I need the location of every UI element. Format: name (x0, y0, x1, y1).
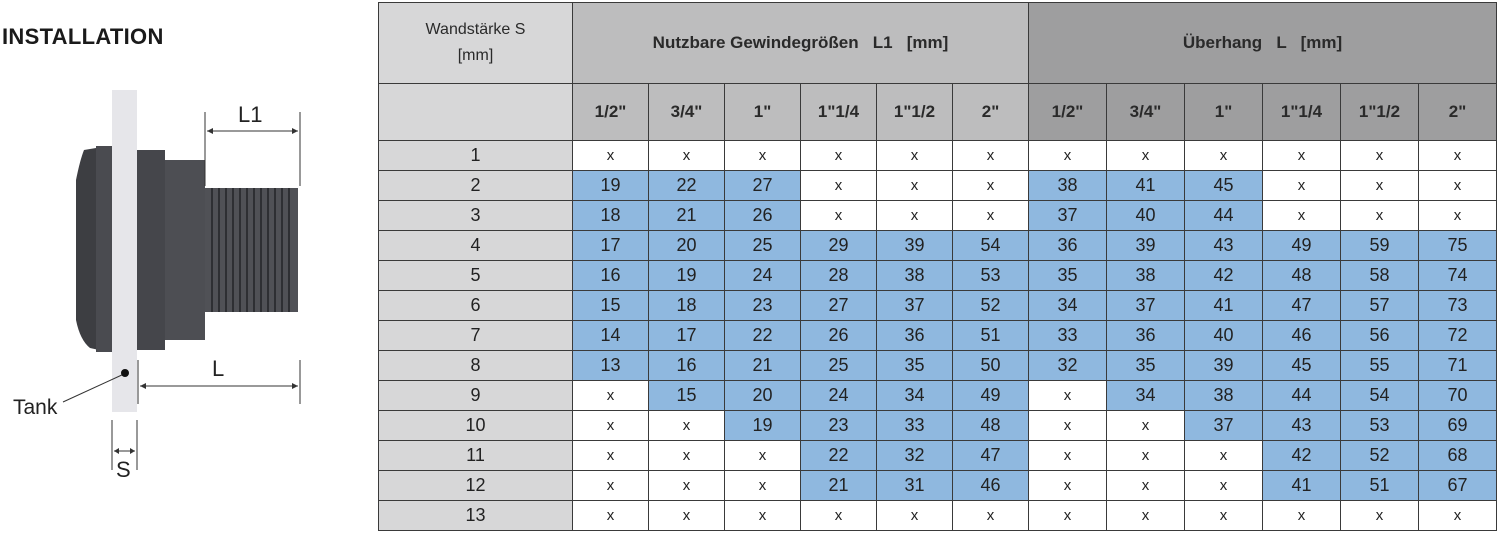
table-row (379, 171, 1497, 201)
l1-value-cell: x (801, 201, 877, 231)
l1-value-cell: 21 (801, 471, 877, 501)
l-value-cell: 34 (1029, 291, 1107, 321)
nut (137, 150, 165, 350)
l1-value-cell: 53 (953, 261, 1029, 291)
wall-thickness-cell: 10 (379, 411, 573, 441)
table-row (379, 411, 1497, 441)
l1-value-cell: x (649, 411, 725, 441)
table-row (379, 141, 1497, 171)
l1-value-cell: 33 (877, 411, 953, 441)
l-value-cell: x (1185, 441, 1263, 471)
l-value-cell: 38 (1029, 171, 1107, 201)
l1-value-cell: x (953, 171, 1029, 201)
l-value-cell: x (1419, 501, 1497, 531)
l-value-cell: x (1107, 141, 1185, 171)
l-value-cell: 58 (1341, 261, 1419, 291)
l-value-cell: 46 (1263, 321, 1341, 351)
l1-value-cell: x (649, 441, 725, 471)
l-value-cell: 53 (1341, 411, 1419, 441)
l1-value-cell: x (953, 501, 1029, 531)
table-row (379, 231, 1497, 261)
size-header-l: 1"1/2 (1341, 84, 1419, 141)
l1-value-cell: 23 (801, 411, 877, 441)
label-l1: L1 (238, 102, 263, 127)
size-header-l1: 1" (725, 84, 801, 141)
label-tank: Tank (13, 396, 58, 419)
installation-diagram (0, 60, 360, 536)
l-value-cell: x (1419, 171, 1497, 201)
size-header-l: 1" (1185, 84, 1263, 141)
wall-thickness-cell: 13 (379, 501, 573, 531)
size-header-l1: 1/2" (573, 84, 649, 141)
l1-value-cell: 28 (801, 261, 877, 291)
l1-value-cell: 25 (801, 351, 877, 381)
l-value-cell: 74 (1419, 261, 1497, 291)
l1-value-cell: x (573, 441, 649, 471)
l-value-cell: 43 (1263, 411, 1341, 441)
l1-value-cell: 27 (801, 291, 877, 321)
l1-value-cell: 19 (573, 171, 649, 201)
l1-value-cell: x (649, 141, 725, 171)
l1-value-cell: 20 (649, 231, 725, 261)
l-value-cell: 56 (1341, 321, 1419, 351)
l-value-cell: 41 (1107, 171, 1185, 201)
l1-value-cell: 26 (801, 321, 877, 351)
l1-value-cell: x (649, 471, 725, 501)
wall-thickness-cell: 11 (379, 441, 573, 471)
l-value-cell: 40 (1185, 321, 1263, 351)
table-row (379, 201, 1497, 231)
l1-value-cell: 36 (877, 321, 953, 351)
size-header-l1: 1"1/4 (801, 84, 877, 141)
l1-value-cell: 14 (573, 321, 649, 351)
size-header-l: 3/4" (1107, 84, 1185, 141)
l1-value-cell: x (573, 501, 649, 531)
l1-value-cell: 21 (649, 201, 725, 231)
l-value-cell: 39 (1185, 351, 1263, 381)
l-value-cell: 48 (1263, 261, 1341, 291)
l-value-cell: 41 (1185, 291, 1263, 321)
header-l-group: Überhang L [mm] (1029, 3, 1497, 84)
l-value-cell: 73 (1419, 291, 1497, 321)
table-row (379, 351, 1497, 381)
l-value-cell: x (1263, 141, 1341, 171)
l1-value-cell: 22 (725, 321, 801, 351)
l1-value-cell: 16 (649, 351, 725, 381)
wall-thickness-cell: 12 (379, 471, 573, 501)
l-value-cell: 42 (1185, 261, 1263, 291)
l-value-cell: x (1029, 381, 1107, 411)
l1-value-cell: 19 (725, 411, 801, 441)
l1-value-cell: x (573, 471, 649, 501)
l1-value-cell: 19 (649, 261, 725, 291)
l-value-cell: x (1419, 141, 1497, 171)
header-wall-text: Wandstärke S [mm] (425, 21, 526, 64)
l1-value-cell: 24 (801, 381, 877, 411)
label-l: L (212, 356, 225, 381)
l-value-cell: 59 (1341, 231, 1419, 261)
l-value-cell: x (1185, 141, 1263, 171)
l-value-cell: x (1029, 441, 1107, 471)
l1-value-cell: 13 (573, 351, 649, 381)
l1-value-cell: 51 (953, 321, 1029, 351)
l1-value-cell: x (573, 411, 649, 441)
l1-value-cell: x (725, 441, 801, 471)
l-value-cell: 36 (1107, 321, 1185, 351)
header-wall-thickness (379, 3, 573, 84)
l1-value-cell: x (801, 141, 877, 171)
tank-wall (112, 90, 137, 412)
l-value-cell: 45 (1185, 171, 1263, 201)
l-value-cell: 57 (1341, 291, 1419, 321)
wall-thickness-cell: 2 (379, 171, 573, 201)
l-value-cell: 43 (1185, 231, 1263, 261)
l1-value-cell: 27 (725, 171, 801, 201)
l-value-cell: 47 (1263, 291, 1341, 321)
l-value-cell: 35 (1107, 351, 1185, 381)
l-value-cell: 52 (1341, 441, 1419, 471)
l-value-cell: x (1263, 201, 1341, 231)
l-value-cell: 37 (1029, 201, 1107, 231)
l-value-cell: x (1419, 201, 1497, 231)
l-value-cell: 32 (1029, 351, 1107, 381)
page-title: INSTALLATION (2, 24, 164, 49)
l1-value-cell: 32 (877, 441, 953, 471)
table-row (379, 261, 1497, 291)
l1-value-cell: x (877, 501, 953, 531)
size-header-l: 1"1/4 (1263, 84, 1341, 141)
l1-value-cell: 18 (649, 291, 725, 321)
wall-thickness-cell: 3 (379, 201, 573, 231)
l-value-cell: 71 (1419, 351, 1497, 381)
l1-value-cell: 24 (725, 261, 801, 291)
wall-thickness-cell: 1 (379, 141, 573, 171)
label-s: S (116, 457, 131, 482)
l1-value-cell: x (573, 141, 649, 171)
l-value-cell: x (1263, 501, 1341, 531)
size-header-l1: 3/4" (649, 84, 725, 141)
l1-value-cell: 25 (725, 231, 801, 261)
l-value-cell: x (1029, 411, 1107, 441)
l1-value-cell: x (725, 501, 801, 531)
l-value-cell: x (1029, 141, 1107, 171)
l-value-cell: x (1107, 471, 1185, 501)
l-value-cell: 69 (1419, 411, 1497, 441)
l1-value-cell: 31 (877, 471, 953, 501)
l1-value-cell: x (953, 201, 1029, 231)
l-value-cell: 36 (1029, 231, 1107, 261)
l-value-cell: x (1341, 171, 1419, 201)
l1-value-cell: x (877, 141, 953, 171)
l1-value-cell: 38 (877, 261, 953, 291)
l-value-cell: 51 (1341, 471, 1419, 501)
l-value-cell: 35 (1029, 261, 1107, 291)
l1-value-cell: 47 (953, 441, 1029, 471)
l-value-cell: x (1029, 501, 1107, 531)
size-header-l1: 1"1/2 (877, 84, 953, 141)
table-row (379, 441, 1497, 471)
l1-value-cell: 48 (953, 411, 1029, 441)
l-value-cell: 75 (1419, 231, 1497, 261)
l-value-cell: 70 (1419, 381, 1497, 411)
l1-value-cell: 22 (649, 171, 725, 201)
l1-value-cell: 18 (573, 201, 649, 231)
l-value-cell: 38 (1185, 381, 1263, 411)
header-l1-group: Nutzbare Gewindegrößen L1 [mm] (573, 3, 1029, 84)
wall-thickness-cell: 4 (379, 231, 573, 261)
wall-thickness-cell: 7 (379, 321, 573, 351)
table-row (379, 321, 1497, 351)
l-value-cell: 67 (1419, 471, 1497, 501)
l1-value-cell: x (725, 471, 801, 501)
l1-value-cell: x (877, 201, 953, 231)
table-row (379, 381, 1497, 411)
l-value-cell: 39 (1107, 231, 1185, 261)
l-value-cell: 49 (1263, 231, 1341, 261)
table-row (379, 291, 1497, 321)
l1-value-cell: x (649, 501, 725, 531)
l-value-cell: 55 (1341, 351, 1419, 381)
l-value-cell: x (1107, 411, 1185, 441)
l1-value-cell: 17 (573, 231, 649, 261)
l-value-cell: 72 (1419, 321, 1497, 351)
l1-value-cell: 34 (877, 381, 953, 411)
l1-value-cell: 21 (725, 351, 801, 381)
l-value-cell: 37 (1107, 291, 1185, 321)
l-value-cell: 45 (1263, 351, 1341, 381)
l1-value-cell: 29 (801, 231, 877, 261)
l-value-cell: 68 (1419, 441, 1497, 471)
l-value-cell: 42 (1263, 441, 1341, 471)
l-value-cell: 44 (1263, 381, 1341, 411)
size-header-l1: 2" (953, 84, 1029, 141)
size-header-l: 2" (1419, 84, 1497, 141)
thread-size-table (378, 2, 1497, 531)
l-value-cell: x (1341, 201, 1419, 231)
l1-value-cell: x (801, 171, 877, 201)
l-value-cell: x (1107, 441, 1185, 471)
l1-value-cell: 54 (953, 231, 1029, 261)
tank-marker (121, 369, 129, 377)
l1-value-cell: x (801, 501, 877, 531)
l1-value-cell: 15 (649, 381, 725, 411)
size-header-l: 1/2" (1029, 84, 1107, 141)
wall-thickness-cell: 9 (379, 381, 573, 411)
l-value-cell: 34 (1107, 381, 1185, 411)
l1-value-cell: 20 (725, 381, 801, 411)
l1-value-cell: 15 (573, 291, 649, 321)
wall-thickness-cell: 8 (379, 351, 573, 381)
l-value-cell: 37 (1185, 411, 1263, 441)
l1-value-cell: x (953, 141, 1029, 171)
l-value-cell: 40 (1107, 201, 1185, 231)
l1-value-cell: 17 (649, 321, 725, 351)
l1-value-cell: 22 (801, 441, 877, 471)
header-blank (379, 84, 573, 141)
l1-value-cell: 52 (953, 291, 1029, 321)
l-value-cell: 41 (1263, 471, 1341, 501)
l1-value-cell: 46 (953, 471, 1029, 501)
l1-value-cell: 16 (573, 261, 649, 291)
wall-thickness-cell: 6 (379, 291, 573, 321)
l-value-cell: x (1341, 141, 1419, 171)
l1-value-cell: 37 (877, 291, 953, 321)
table-row (379, 501, 1497, 531)
l1-value-cell: 39 (877, 231, 953, 261)
l-value-cell: x (1107, 501, 1185, 531)
l-value-cell: x (1029, 471, 1107, 501)
l-value-cell: 38 (1107, 261, 1185, 291)
table-row (379, 471, 1497, 501)
l-value-cell: 33 (1029, 321, 1107, 351)
l-value-cell: x (1263, 171, 1341, 201)
l-value-cell: x (1185, 471, 1263, 501)
l1-value-cell: x (877, 171, 953, 201)
l-value-cell: x (1341, 501, 1419, 531)
l-value-cell: 44 (1185, 201, 1263, 231)
wall-thickness-cell: 5 (379, 261, 573, 291)
l1-value-cell: x (573, 381, 649, 411)
l1-value-cell: 35 (877, 351, 953, 381)
l1-value-cell: 26 (725, 201, 801, 231)
l-value-cell: x (1185, 501, 1263, 531)
l1-value-cell: 23 (725, 291, 801, 321)
l1-value-cell: 49 (953, 381, 1029, 411)
l1-value-cell: x (725, 141, 801, 171)
l1-value-cell: 50 (953, 351, 1029, 381)
l-value-cell: 54 (1341, 381, 1419, 411)
